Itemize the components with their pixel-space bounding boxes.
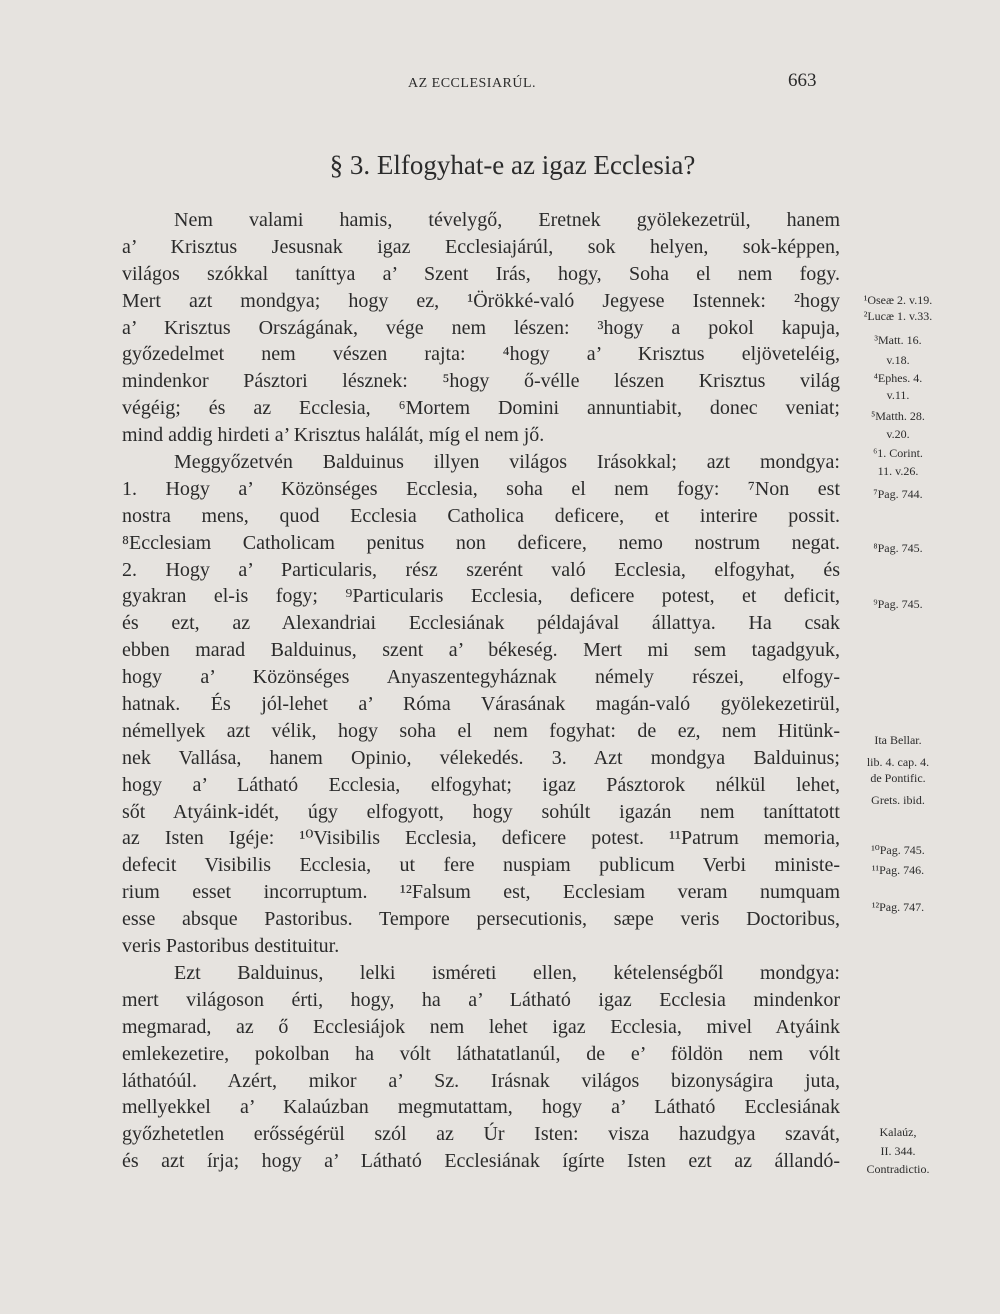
text-line: sőt Atyáink-idét, úgy elfogyott, hogy sohúlt igazán nem taníttatott (122, 800, 840, 823)
text-line: defecit Visibilis Ecclesia, ut fere nuspiam publicum Verbi ministe- (122, 854, 840, 877)
text-line: és azt írja; hogy a’ Látható Ecclesiának ígírte Isten ezt az állandó- (122, 1150, 840, 1173)
margin-note: Contradictio. (866, 1162, 930, 1176)
text-line: végéig; és az Ecclesia, ⁶Mortem Domini annuntiabit, donec veniat; (122, 397, 840, 420)
margin-note: Ita Bellar. (874, 733, 922, 747)
text-line: gyakran el-is fogy; ⁹Particularis Ecclesia, deficere potest, et deficit, (122, 585, 840, 608)
text-line: az Isten Igéje: ¹⁰Visibilis Ecclesia, deficere potest. ¹¹Patrum memoria, (122, 827, 840, 850)
margin-note: v.18. (886, 353, 910, 367)
text-line: láthatóúl. Azért, mikor a’ Sz. Irásnak világos bizonyságira juta, (122, 1069, 840, 1092)
text-line: és ezt, az Alexandriai Ecclesiának példajával állattya. Ha csak (122, 612, 840, 635)
margin-note: Grets. ibid. (871, 793, 925, 807)
text-line: mind addig hirdeti a’ Krisztus halálát, míg el nem jő. (122, 424, 545, 447)
text-line: némellyek azt vélik, hogy soha el nem fogyhat: de ez, nem Hitünk- (122, 719, 840, 742)
text-line: hatnak. És jól-lehet a’ Róma Várasának magán-való gyölekezetirül, (122, 693, 840, 716)
margin-note: ¹Oseæ 2. v.19. (863, 293, 933, 307)
page-number: 663 (788, 70, 817, 91)
text-line: rium esset incorruptum. ¹²Falsum est, Ecclesiam veram numquam (122, 881, 840, 904)
margin-note: ⁴Ephes. 4. (873, 371, 923, 385)
text-line: hogy a’ Látható Ecclesia, elfogyhat; igaz Pásztorok nélkül lehet, (122, 773, 840, 796)
running-title: AZ ECCLESIARÚL. (408, 76, 537, 91)
text-line: veris Pastoribus destituitur. (122, 935, 340, 958)
margin-note: lib. 4. cap. 4. (866, 755, 930, 769)
text-line: nek Vallása, hanem Opinio, vélekedés. 3. Azt mondgya Balduinus; (122, 746, 840, 769)
margin-note: 11. v.26. (877, 464, 919, 478)
margin-note: ¹¹Pag. 746. (871, 863, 925, 877)
text-line: győzhetetlen erősségérül szól az Úr Isten: visza hazudgya szavát, (122, 1123, 840, 1146)
text-line: győzedelmet nem vészen rajta: ⁴hogy a’ Krisztus eljöveteléig, (122, 343, 840, 366)
text-line: esse absque Pastoribus. Tempore persecutionis, sæpe veris Doctoribus, (122, 908, 840, 931)
margin-note: ⁵Matth. 28. (871, 409, 925, 423)
text-line: 1. Hogy a’ Közönséges Ecclesia, soha el nem fogy: ⁷Non est (122, 477, 840, 500)
margin-note: ¹²Pag. 747. (871, 900, 925, 914)
text-line: Mert azt mondgya; hogy ez, ¹Örökké-való Jegyese Istennek: ²hogy (122, 289, 840, 312)
text-line: Ezt Balduinus, lelki isméreti ellen, kételenségből mondgya: (174, 961, 840, 984)
margin-note: v.20. (886, 427, 910, 441)
section-title: § 3. Elfogyhat-e az igaz Ecclesia? (329, 150, 696, 180)
margin-note: ³Matt. 16. (874, 333, 922, 347)
text-line: mellyekkel a’ Kalaúzban megmutattam, hogy a’ Látható Ecclesiának (122, 1096, 840, 1119)
text-line: Nem valami hamis, tévelygő, Eretnek gyölekezetrül, hanem (174, 209, 840, 231)
margin-note: Kalaúz, (879, 1125, 917, 1139)
margin-note: ⁹Pag. 745. (873, 597, 923, 611)
text-line: a’ Krisztus Jesusnak igaz Ecclesiajárúl, sok helyen, sok-képpen, (122, 235, 840, 258)
text-line: a’ Krisztus Országának, vége nem lészen: ³hogy a pokol kapuja, (122, 316, 840, 339)
text-line: ⁸Ecclesiam Catholicam penitus non deficere, nemo nostrum negat. (122, 531, 840, 554)
margin-note: ²Lucæ 1. v.33. (863, 309, 933, 323)
text-line: mert világoson érti, hogy, ha a’ Látható igaz Ecclesia mindenkor (122, 988, 840, 1011)
text-line: ebben marad Balduinus, szent a’ békeség. Mert mi sem tagadgyuk, (122, 639, 840, 662)
margin-note: II. 344. (880, 1144, 916, 1158)
margin-note: ⁸Pag. 745. (873, 541, 923, 555)
margin-note: ⁶1. Corint. (873, 446, 923, 460)
margin-note: ¹⁰Pag. 745. (871, 843, 925, 857)
text-line: emlekezetire, pokolban ha vólt láthatatlanúl, de e’ földön nem vólt (122, 1042, 840, 1065)
text-line: 2. Hogy a’ Particularis, rész szerént való Ecclesia, elfogyhat, és (122, 558, 840, 581)
text-line: mindenkor Pásztori lésznek: ⁵hogy ő-vélle lészen Krisztus világ (122, 370, 840, 393)
margin-note: v.11. (886, 388, 910, 402)
text-line: világos szókkal taníttya a’ Szent Irás, hogy, Soha el nem fogy. (122, 262, 840, 285)
margin-note: ⁷Pag. 744. (873, 487, 923, 501)
text-line: hogy a’ Közönséges Anyaszentegyháznak némely részei, elfogy- (122, 666, 840, 689)
body-text (122, 207, 840, 1175)
text-line: nostra mens, quod Ecclesia Catholica deficere, et interire possit. (122, 504, 840, 527)
text-line: Meggyőzetvén Balduinus illyen világos Irásokkal; azt mondgya: (174, 451, 840, 474)
text-line: megmarad, az ő Ecclesiájok nem lehet igaz Ecclesia, mivel Atyáink (122, 1015, 840, 1038)
margin-note: de Pontific. (870, 771, 926, 785)
